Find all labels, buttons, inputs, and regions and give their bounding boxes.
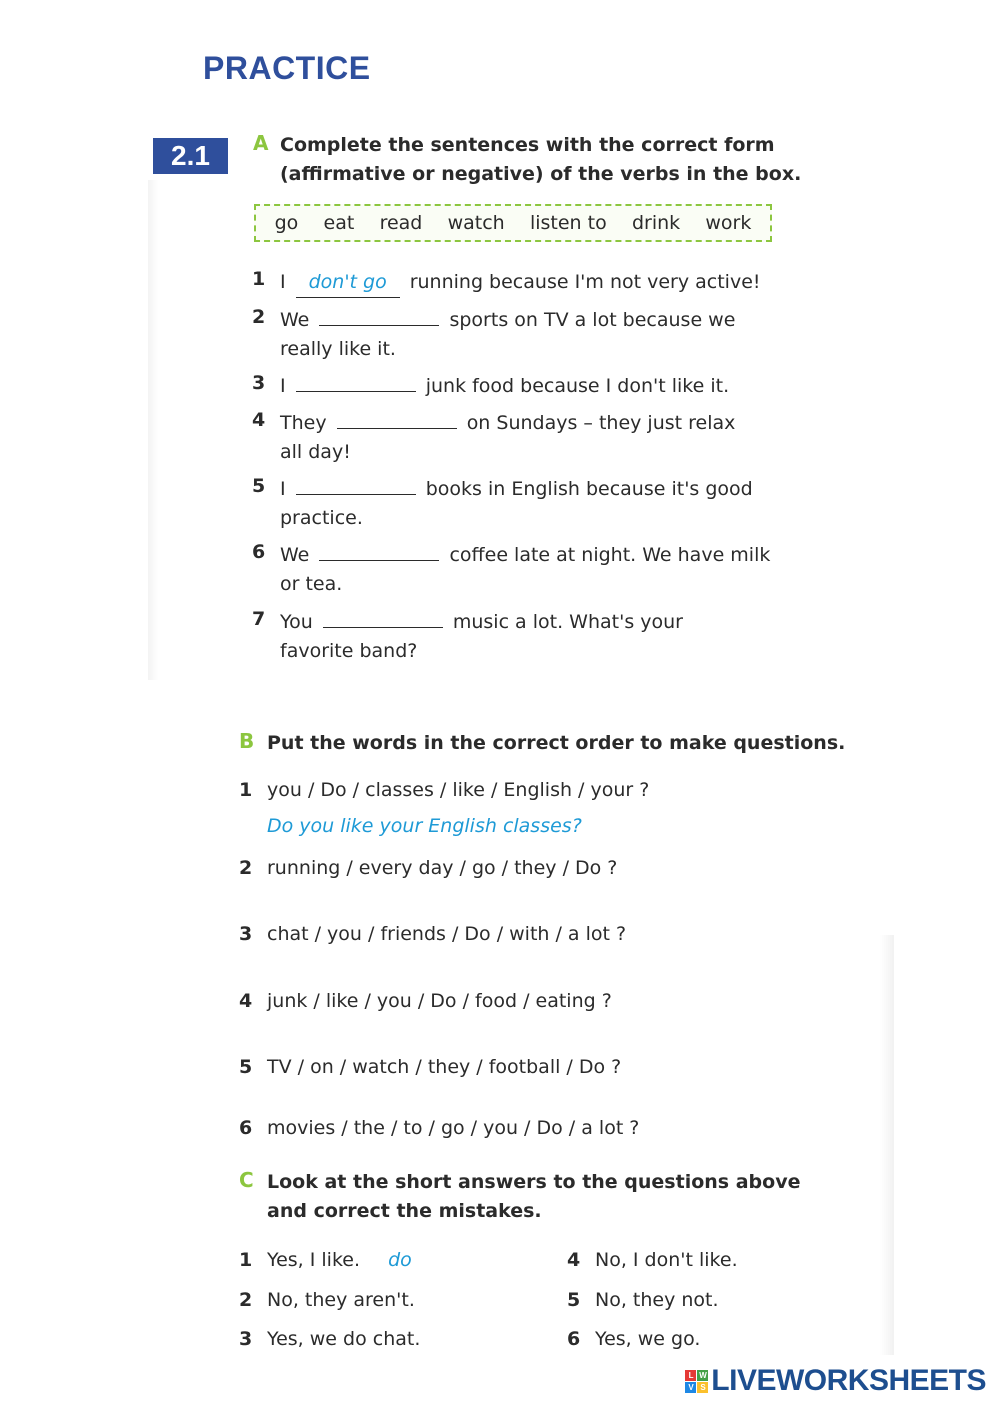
word-work: work: [705, 212, 752, 234]
item-post: junk food because I don't like it.: [425, 375, 730, 397]
list-item: [252, 372, 265, 394]
logo-icon-tile: W: [699, 1370, 707, 1380]
item-continuation: or tea.: [280, 573, 343, 595]
item-continuation: really like it.: [280, 338, 396, 360]
list-item: [239, 1114, 252, 1143]
word-listen-to: listen to: [529, 212, 607, 234]
list-item-text: [280, 409, 735, 467]
item-number: 6: [567, 1328, 581, 1350]
logo-icon-tile: V: [685, 1382, 696, 1393]
answer-blank[interactable]: [296, 476, 416, 495]
page-shadow-right: [880, 935, 894, 1355]
item-number: 5: [567, 1289, 581, 1311]
list-item-text: [280, 372, 729, 401]
item-number: 2: [239, 857, 253, 879]
item-number: 6: [252, 541, 266, 563]
word-read: read: [379, 212, 423, 234]
item-number: 2: [239, 1289, 253, 1311]
word-drink: drink: [631, 212, 681, 234]
list-item: [567, 1325, 580, 1354]
item-post: music a lot. What's your: [452, 611, 683, 633]
example-answer[interactable]: Do you like your English classes?: [267, 815, 582, 837]
section-a-letter: A: [253, 131, 269, 155]
list-item: [252, 306, 265, 328]
list-item-text: No, I don't like.: [595, 1249, 738, 1271]
instruction-line-1: Complete the sentences with the correct form: [280, 134, 775, 156]
list-item-text: running / every day / go / they / Do ?: [267, 857, 618, 879]
list-item: [239, 1246, 252, 1275]
section-b-header: [239, 729, 254, 753]
item-continuation: favorite band?: [280, 640, 418, 662]
section-a-instruction: [280, 131, 801, 189]
answer-blank[interactable]: don't go: [296, 268, 400, 298]
logo-icon: [685, 1370, 708, 1393]
list-item-text: [267, 1246, 412, 1275]
item-pre: You: [280, 611, 313, 633]
answer-text: Yes, I like.: [267, 1249, 361, 1271]
section-c-letter: C: [239, 1168, 254, 1192]
item-number: 4: [239, 990, 253, 1012]
item-number: 3: [239, 923, 253, 945]
word-watch: watch: [447, 212, 505, 234]
list-item: [252, 541, 265, 563]
list-item-text: Yes, we do chat.: [267, 1328, 421, 1350]
item-number: 4: [567, 1249, 581, 1271]
unit-badge: 2.1: [153, 138, 228, 174]
item-continuation: practice.: [280, 507, 363, 529]
section-b-instruction: Put the words in the correct order to make questions.: [267, 732, 846, 754]
list-item: [239, 1325, 252, 1354]
logo-icon-tile: L: [685, 1370, 696, 1381]
answer-blank[interactable]: [296, 373, 416, 392]
list-item-text: junk / like / you / Do / food / eating ?: [267, 990, 612, 1012]
correction-answer[interactable]: do: [388, 1249, 412, 1271]
list-item: [252, 475, 265, 497]
item-number: 5: [239, 1056, 253, 1078]
item-number: 6: [239, 1117, 253, 1139]
section-a-header: [253, 131, 268, 155]
list-item: [239, 854, 252, 883]
answer-blank[interactable]: [337, 410, 457, 429]
list-item-text: [280, 475, 753, 533]
item-continuation: all day!: [280, 441, 351, 463]
list-item-text: you / Do / classes / like / English / your ?: [267, 779, 650, 801]
list-item: [239, 920, 252, 949]
logo-text: LIVEWORKSHEETS: [711, 1364, 986, 1397]
list-item: [239, 1053, 252, 1082]
item-number: 4: [252, 409, 266, 431]
list-item: [252, 268, 265, 290]
list-item-text: [280, 608, 683, 666]
item-pre: I: [280, 271, 286, 293]
word-box: [254, 204, 772, 242]
logo-icon-tile: S: [697, 1382, 708, 1393]
item-number: 5: [252, 475, 266, 497]
list-item-text: chat / you / friends / Do / with / a lot ?: [267, 923, 627, 945]
list-item-text: [280, 541, 770, 599]
list-item-text: movies / the / to / go / you / Do / a lot ?: [267, 1117, 640, 1139]
section-c-header: [239, 1168, 254, 1192]
item-post: running because I'm not very active!: [409, 271, 761, 293]
list-item: [567, 1246, 580, 1275]
list-item-text: Yes, we go.: [595, 1328, 701, 1350]
page-shadow-left: [148, 180, 158, 680]
list-item-text: TV / on / watch / they / football / Do ?: [267, 1056, 622, 1078]
item-number: 2: [252, 306, 266, 328]
section-c-instruction: [267, 1168, 800, 1226]
item-pre: I: [280, 375, 286, 397]
list-item-text: [280, 268, 761, 298]
item-post: on Sundays – they just relax: [466, 412, 736, 434]
item-post: sports on TV a lot because we: [449, 309, 736, 331]
item-pre: We: [280, 544, 310, 566]
item-number: 3: [252, 372, 266, 394]
item-pre: I: [280, 478, 286, 500]
list-item: [239, 776, 252, 805]
instruction-line-1: Look at the short answers to the questions above: [267, 1171, 801, 1193]
item-post: coffee late at night. We have milk: [449, 544, 771, 566]
item-number: 1: [252, 268, 266, 290]
answer-blank[interactable]: [323, 609, 443, 628]
item-number: 7: [252, 608, 266, 630]
instruction-line-2: and correct the mistakes.: [267, 1200, 542, 1222]
list-item: [567, 1286, 580, 1315]
word-go: go: [274, 212, 299, 234]
liveworksheets-logo: [685, 1364, 986, 1398]
list-item: [239, 1286, 252, 1315]
word-eat: eat: [323, 212, 355, 234]
list-item: [252, 409, 265, 431]
list-item: [252, 608, 265, 630]
item-post: books in English because it's good: [425, 478, 753, 500]
answer-blank[interactable]: [319, 307, 439, 326]
section-b-letter: B: [239, 729, 255, 753]
instruction-line-2: (affirmative or negative) of the verbs in the box.: [280, 163, 802, 185]
item-number: 3: [239, 1328, 253, 1350]
list-item-text: No, they aren't.: [267, 1289, 415, 1311]
list-item-text: [280, 306, 735, 364]
item-number: 1: [239, 1249, 253, 1271]
answer-blank[interactable]: [319, 542, 439, 561]
list-item: [239, 987, 252, 1016]
item-pre: We: [280, 309, 310, 331]
item-pre: They: [280, 412, 327, 434]
page-title: PRACTICE: [203, 50, 371, 86]
list-item-text: No, they not.: [595, 1289, 719, 1311]
item-number: 1: [239, 779, 253, 801]
